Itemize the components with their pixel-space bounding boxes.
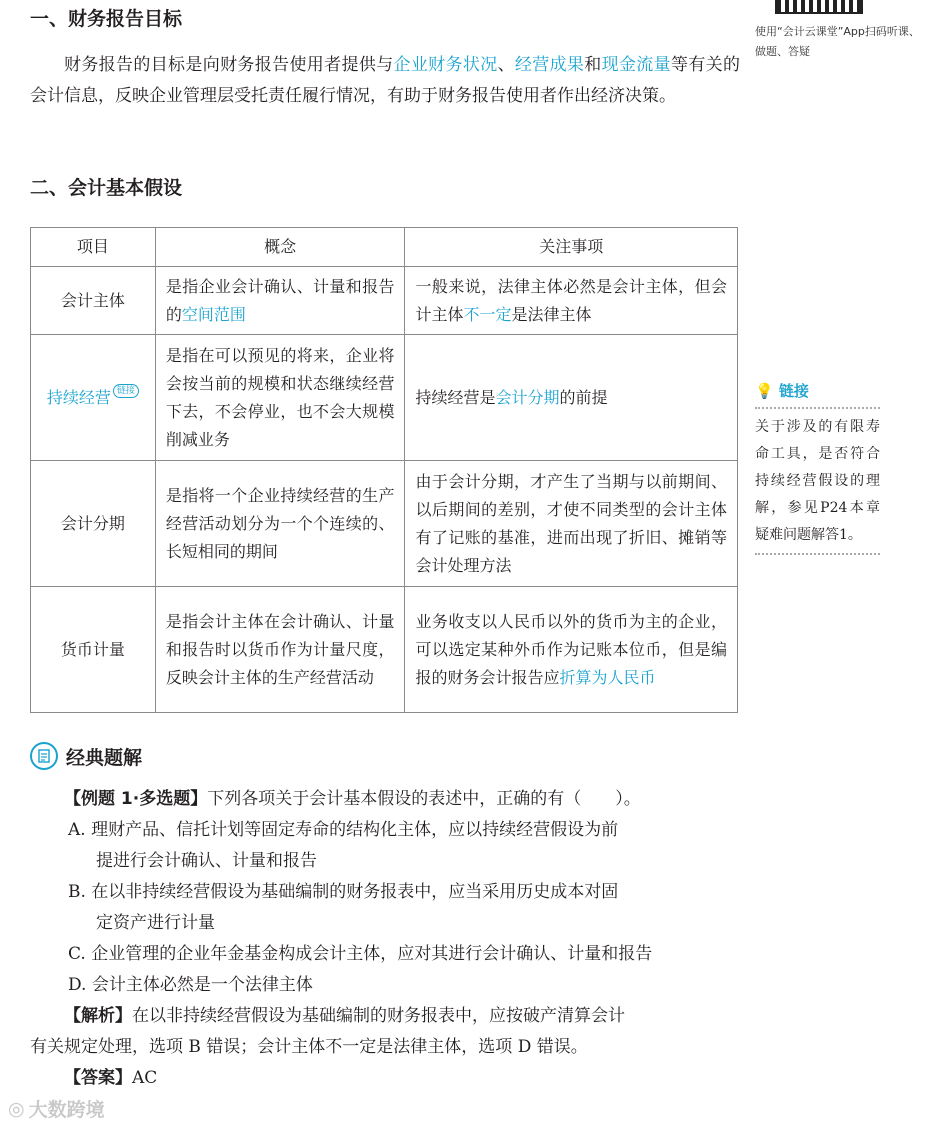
- text-run: 是指将一个企业持续经营的生产经营活动划分为一个个连续的、长短相同的期间: [165, 485, 395, 561]
- highlight-term: 持续经营: [46, 387, 111, 407]
- row-concept: [155, 267, 405, 335]
- text-run: 会计主体: [60, 290, 125, 310]
- highlight-term: 不一定: [463, 304, 512, 324]
- section1-paragraph: [30, 50, 740, 112]
- row-item: [31, 267, 156, 335]
- row-note: [405, 587, 738, 713]
- table-row: [31, 335, 738, 461]
- qr-caption: 使用“会计云课堂”App扫码听课、做题、答疑: [755, 25, 920, 58]
- link-heading: [755, 380, 880, 409]
- option-b-line1: B. 在以非持续经营假设为基础编制的财务报表中，应当采用历史成本对固: [68, 882, 619, 902]
- document-icon: [30, 742, 58, 770]
- analysis-line2: 有关规定处理，选项 B 错误；会计主体不一定是法律主体，选项 D 错误。: [30, 1037, 588, 1057]
- text-run: 是指会计主体在会计确认、计量和报告时以货币作为计量尺度，反映会计主体的生产经营活动: [165, 611, 395, 687]
- answer-line: [30, 1063, 740, 1094]
- text-run: 会计分期: [60, 513, 125, 533]
- section2-title: 二、会计基本假设: [30, 177, 183, 199]
- row-item: [31, 461, 156, 587]
- example-heading-text: 经典题解: [66, 746, 143, 769]
- text-run: 的前提: [559, 387, 608, 407]
- analysis-tag: 【解析】: [64, 1006, 132, 1026]
- table-row: [31, 267, 738, 335]
- watermark-logo-icon: ◎: [8, 1097, 25, 1120]
- answer-text: AC: [132, 1068, 158, 1088]
- highlight-term: 现金流量: [601, 55, 671, 75]
- text-run: 业务收支以人民币以外的货币为主的企业，可以选定某种外币作为记账本位币，但是编报的财务会计报告应: [415, 611, 727, 687]
- row-note: [405, 335, 738, 461]
- text-run: 持续经营是: [415, 387, 496, 407]
- text-run: 是指在可以预见的将来，企业将会按当前的规模和状态继续经营下去，不会停业，也不会大规模削减业务: [165, 345, 395, 449]
- text-run: 货币计量: [60, 639, 125, 659]
- row-item: [31, 335, 156, 461]
- header-concept: 概念: [155, 228, 405, 267]
- header-notes: 关注事项: [405, 228, 738, 267]
- highlight-term: 折算为人民币: [559, 667, 656, 687]
- row-concept: [155, 335, 405, 461]
- option-a-line1: A. 理财产品、信托计划等固定寿命的结构化主体，应以持续经营假设为前: [68, 820, 619, 840]
- row-note: [405, 461, 738, 587]
- watermark-text: 大数跨境: [28, 1099, 105, 1121]
- text-run: 、: [497, 55, 515, 75]
- answer-tag: 【答案】: [64, 1068, 132, 1088]
- highlight-term: 会计分期: [495, 387, 560, 407]
- highlight-term: 企业财务状况: [393, 55, 498, 75]
- row-item: [31, 587, 156, 713]
- analysis-line1: [30, 1001, 740, 1032]
- link-badge[interactable]: 链接: [113, 384, 139, 398]
- option-d-line: D. 会计主体必然是一个法律主体: [68, 975, 313, 995]
- lightbulb-icon: 💡: [755, 382, 774, 400]
- question-line: [30, 784, 740, 815]
- text-run: 由于会计分期，才产生了当期与以前期间、以后期间的差别，才使不同类型的会计主体有了记账的基准，进而出现了折旧、摊销等会计处理方法: [415, 471, 727, 575]
- text-run: 一般来说，法律主体必然是会计主体，但会计主体: [415, 276, 727, 324]
- link-title: 链接: [778, 382, 809, 400]
- table-row: [31, 461, 738, 587]
- analysis-text-1: 在以非持续经营假设为基础编制的财务报表中，应按破产清算会计: [132, 1006, 625, 1026]
- example-heading: [30, 740, 142, 772]
- question-text: 下列各项关于会计基本假设的表述中，正确的有（ ）。: [207, 789, 641, 809]
- table-row: [31, 587, 738, 713]
- option-c-line: C. 企业管理的企业年金基金构成会计主体，应对其进行会计确认、计量和报告: [68, 944, 653, 964]
- qr-code[interactable]: [775, 0, 863, 14]
- highlight-term: 空间范围: [181, 304, 246, 324]
- text-run: 和: [584, 55, 602, 75]
- row-concept: [155, 461, 405, 587]
- link-note: 关于涉及的有限寿命工具，是否符合持续经营假设的理解，参见P24本章疑难问题解答1。: [755, 414, 880, 555]
- row-note: [405, 267, 738, 335]
- table-header-row: [31, 228, 738, 267]
- highlight-term: 经营成果: [514, 55, 585, 75]
- text-run: 财务报告的目标是向财务报告使用者提供与: [64, 55, 394, 75]
- option-b-line2: 定资产进行计量: [96, 913, 215, 933]
- header-item: 项目: [31, 228, 156, 267]
- row-item-text[interactable]: [47, 388, 111, 407]
- assumptions-table: [30, 227, 738, 713]
- row-concept: [155, 587, 405, 713]
- text-run: 是指企业会计确认、计量和报告的: [165, 276, 395, 324]
- example-body: [30, 784, 740, 1094]
- option-a-line2: 提进行会计确认、计量和报告: [96, 851, 317, 871]
- text-run: 等有关的会计信息，反映企业管理层受托责任履行情况，有助于财务报告使用者作出经济决策。: [30, 55, 741, 106]
- watermark: [8, 1095, 105, 1122]
- text-run: 是法律主体: [511, 304, 592, 324]
- section1-title: 一、财务报告目标: [30, 8, 183, 30]
- question-tag: 【例题 1·多选题】: [64, 789, 208, 809]
